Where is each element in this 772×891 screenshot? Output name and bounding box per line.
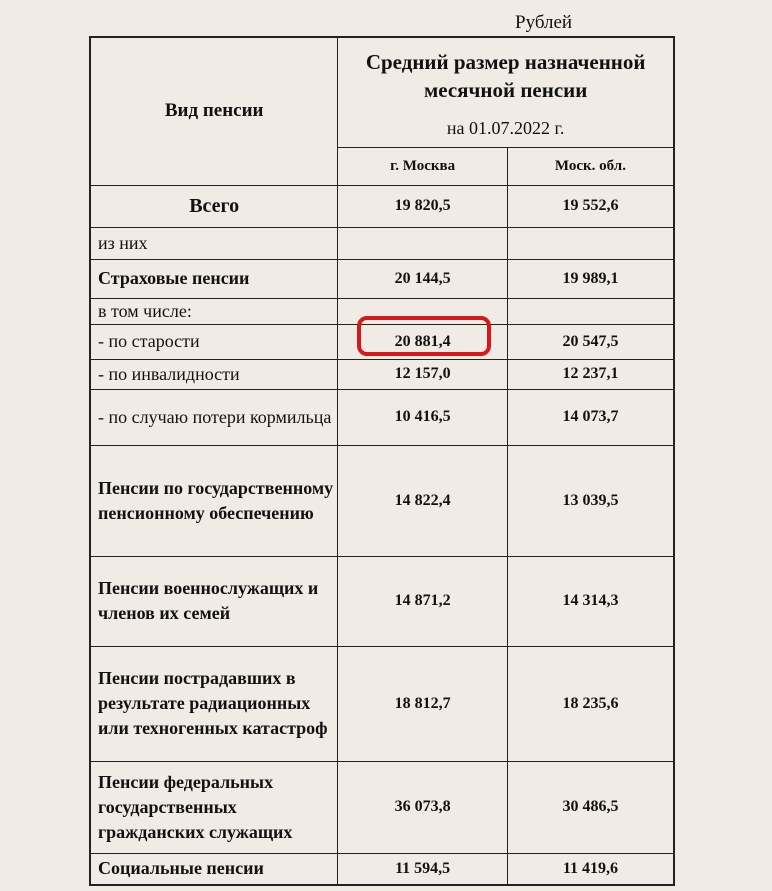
row-moscow: 12 157,0 <box>338 359 508 389</box>
row-label: - по старости <box>90 324 338 359</box>
row-moscow: 19 820,5 <box>338 185 508 227</box>
table-row <box>90 646 674 761</box>
table-row <box>90 445 674 556</box>
table-row <box>90 324 674 359</box>
row-label: - по случаю потери кормильца <box>90 389 338 445</box>
pension-table <box>89 36 675 886</box>
row-region: 19 989,1 <box>507 259 674 298</box>
row-moscow-highlighted <box>338 324 508 359</box>
row-moscow: 20 144,5 <box>338 259 508 298</box>
row-region: 12 237,1 <box>507 359 674 389</box>
table-row <box>90 556 674 646</box>
header-kind: Вид пенсии <box>90 37 338 185</box>
table-row <box>90 227 674 259</box>
row-label: из них <box>90 227 338 259</box>
table-row <box>90 853 674 885</box>
row-region: 14 073,7 <box>507 389 674 445</box>
row-moscow <box>338 227 508 259</box>
row-region: 30 486,5 <box>507 761 674 853</box>
header-main <box>338 37 674 147</box>
row-region <box>507 227 674 259</box>
row-label: - по инвалидности <box>90 359 338 389</box>
row-moscow: 11 594,5 <box>338 853 508 885</box>
row-label: Страховые пенсии <box>90 259 338 298</box>
header-main-title: Средний размер назначенной месячной пенсии <box>365 50 646 103</box>
table-row <box>90 359 674 389</box>
row-label: Пенсии по государственному пенсионному обеспечению <box>90 445 338 556</box>
row-moscow: 14 871,2 <box>338 556 508 646</box>
highlighted-value: 20 881,4 <box>394 332 451 350</box>
row-moscow: 10 416,5 <box>338 389 508 445</box>
row-region: 11 419,6 <box>507 853 674 885</box>
row-label: Всего <box>90 185 338 227</box>
row-region: 14 314,3 <box>507 556 674 646</box>
table-row <box>90 761 674 853</box>
row-label: Пенсии пострадавших в результате радиационных или техногенных катастроф <box>90 646 338 761</box>
row-region: 19 552,6 <box>507 185 674 227</box>
row-label: Социальные пенсии <box>90 853 338 885</box>
row-label: Пенсии военнослужащих и членов их семей <box>90 556 338 646</box>
table-row <box>90 185 674 227</box>
row-region: 13 039,5 <box>507 445 674 556</box>
row-moscow: 36 073,8 <box>338 761 508 853</box>
row-moscow: 18 812,7 <box>338 646 508 761</box>
row-label: в том числе: <box>90 298 338 324</box>
row-region <box>507 298 674 324</box>
table-row <box>90 259 674 298</box>
header-col-moscow: г. Москва <box>338 147 508 185</box>
row-moscow: 14 822,4 <box>338 445 508 556</box>
header-col-region: Моск. обл. <box>507 147 674 185</box>
row-region: 20 547,5 <box>507 324 674 359</box>
row-region: 18 235,6 <box>507 646 674 761</box>
highlight-circle <box>357 316 491 356</box>
table-row <box>90 389 674 445</box>
header-date: на 01.07.2022 г. <box>446 118 565 139</box>
unit-label: Рублей <box>515 12 573 33</box>
row-label: Пенсии федеральных государственных гражданских служащих <box>90 761 338 853</box>
